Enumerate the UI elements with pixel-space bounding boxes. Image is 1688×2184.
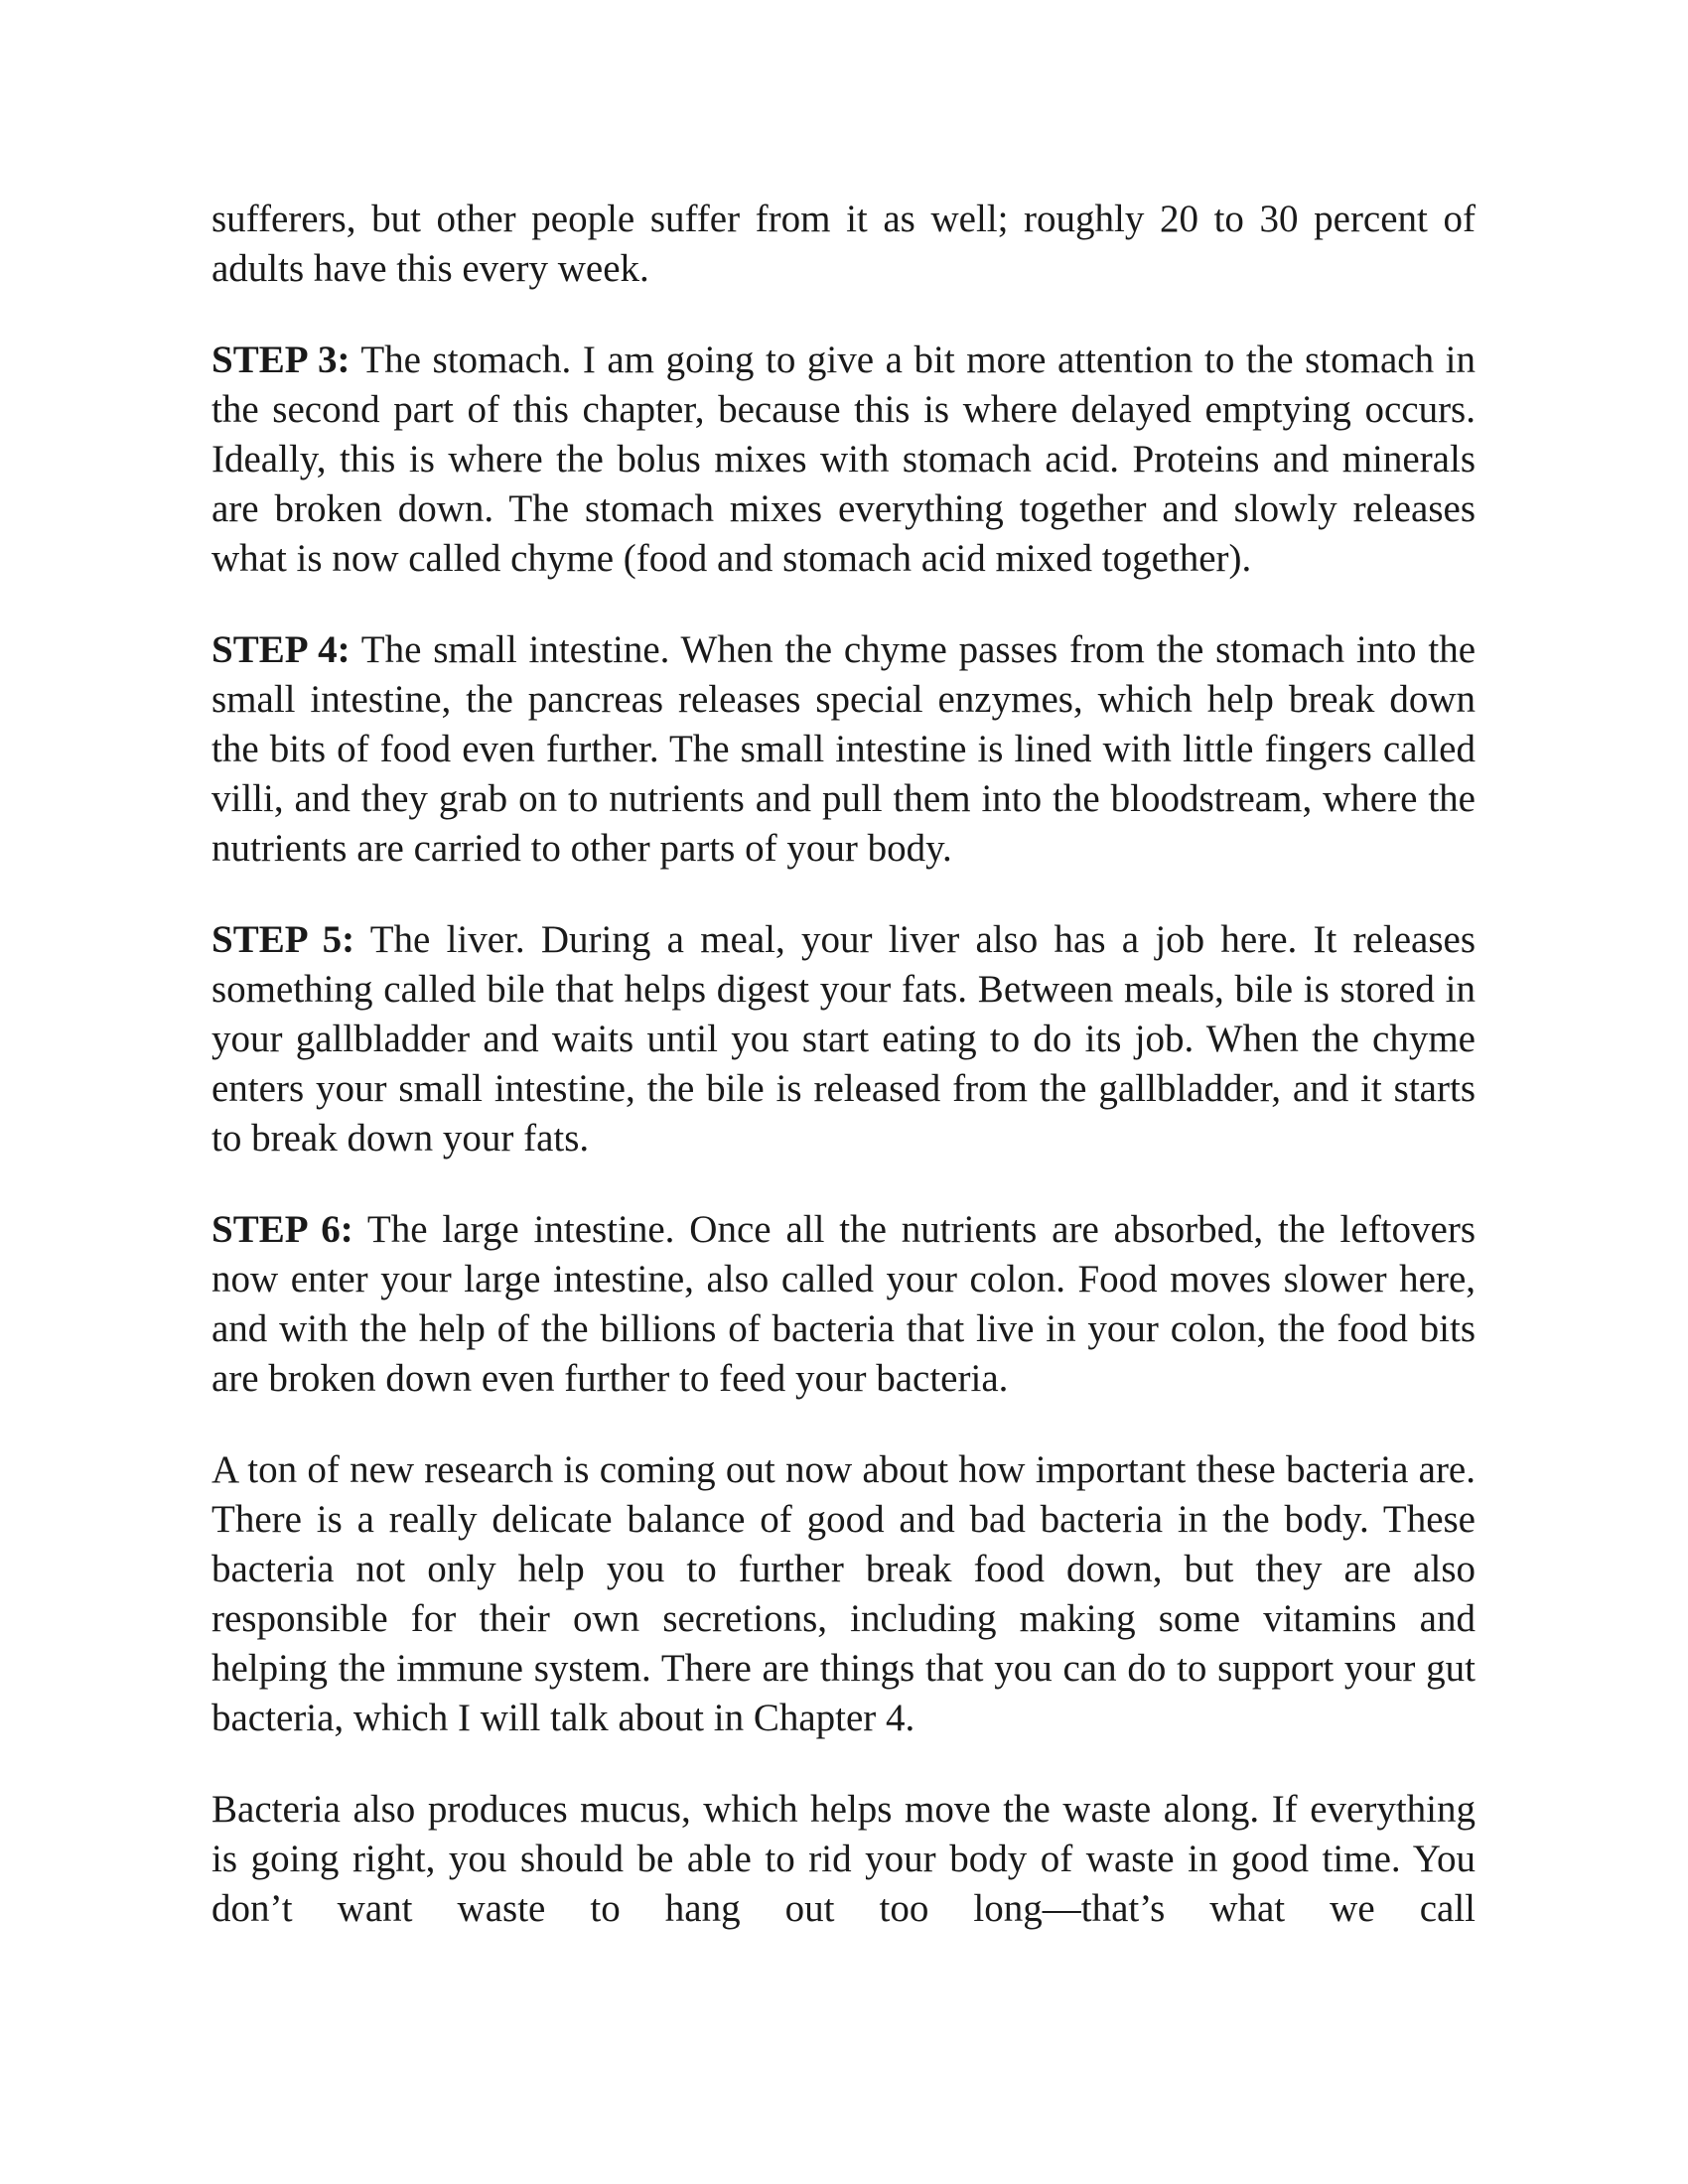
- paragraph-step-5: [211, 915, 1476, 1163]
- paragraph-intro-continuation: [211, 195, 1476, 294]
- paragraph-text: Bacteria also produces mucus, which helps move the waste along. If everything is going right, you should be able to rid your body of waste in good time. You don’t want waste to hang out too long—that’s what we call: [211, 1788, 1476, 1930]
- paragraph-step-4: [211, 625, 1476, 874]
- document-page: [211, 195, 1476, 1934]
- paragraph-text: The liver. During a meal, your liver also has a job here. It releases something called bile that helps digest your fats. Between meals, bile is stored in your gallbladder and waits until you start eating to do its job. When the chyme enters your small intestine, the bile is released from the gallbladder, and it starts to break down your fats.: [211, 918, 1477, 1160]
- paragraph-step-3: [211, 336, 1476, 584]
- paragraph-text: sufferers, but other people suffer from it as well; roughly 20 to 30 percent of adults have this every week.: [211, 198, 1476, 290]
- paragraph-text: The large intestine. Once all the nutrients are absorbed, the leftovers now enter your large intestine, also called your colon. Food moves slower here, and with the help of the billions of bacteria that live in your colon, the food bits are broken down even further to feed your bacteria.: [211, 1208, 1476, 1400]
- step-label: STEP 6:: [211, 1208, 353, 1251]
- step-label: STEP 4:: [211, 628, 351, 671]
- paragraph-text: The small intestine. When the chyme passes from the stomach into the small intestine, the pancreas releases special enzymes, which help break down the bits of food even further. The small intestine is lined with little fingers called villi, and they grab on to nutrients and pull them into the bloodstream, where the nutrients are carried to other parts of your body.: [211, 628, 1476, 870]
- paragraph-research: [211, 1445, 1476, 1743]
- paragraph-mucus: [211, 1785, 1476, 1934]
- paragraph-text: A ton of new research is coming out now about how important these bacteria are. There is a really delicate balance of good and bad bacteria in the body. These bacteria not only help you to further break food down, but they are also responsible for their own secretions, including making some vitamins and helping the immune system. There are things that you can do to support your gut bacteria, which I will talk about in Chapter 4.: [211, 1448, 1476, 1739]
- paragraph-step-6: [211, 1205, 1476, 1404]
- step-label: STEP 3:: [211, 339, 351, 381]
- step-label: STEP 5:: [211, 918, 355, 961]
- paragraph-text: The stomach. I am going to give a bit more attention to the stomach in the second part of this chapter, because this is where delayed emptying occurs. Ideally, this is where the bolus mixes with stomach acid. Proteins and minerals are broken down. The stomach mixes everything together and slowly releases what is now called chyme (food and stomach acid mixed together).: [211, 339, 1476, 580]
